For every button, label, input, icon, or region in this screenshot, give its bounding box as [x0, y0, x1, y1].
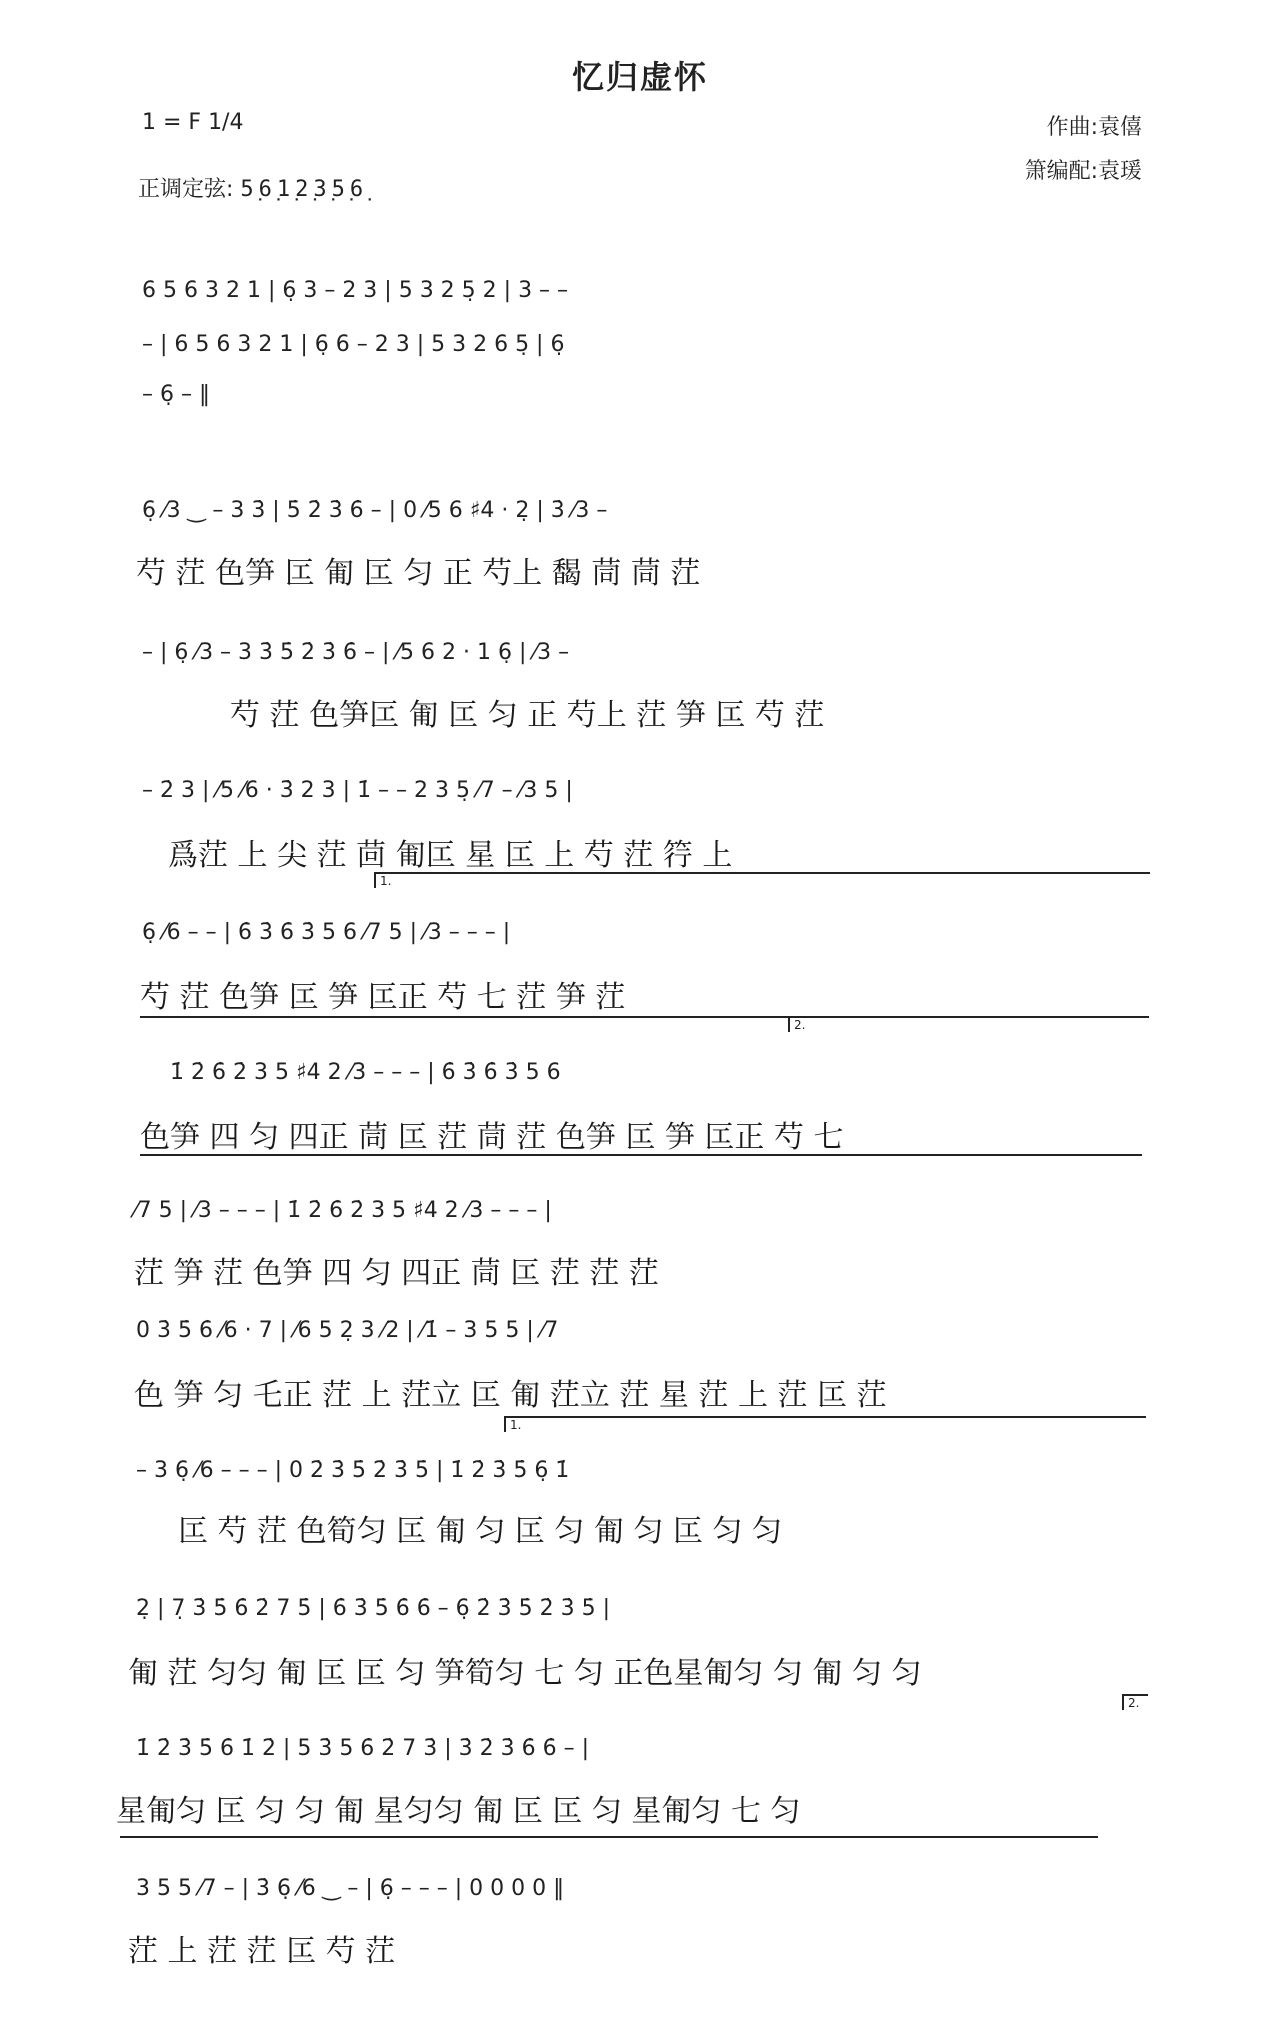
intro-line: 6 5 6 3 2 1 | 6̣ 3 – 2 3 | 5 3 2 5̣ 2 | 3 – –	[142, 278, 569, 303]
score-notes-line: 1̇ 2̇ 3̇ 5̇ 6̇ 1̇ 2̇ | 5 3̇ 5 6̇ 2̇ 7 3̇ | 3̇ 2̇ 3̇ 6̇ 6̇ – |	[136, 1736, 590, 1761]
score-notes-line: ⁄7 5 | ⁄3 – – – | 1̇ 2̇ 6̇ 2̇ 3 5 ♯4 2 ⁄3 – – – |	[134, 1198, 552, 1223]
tablature-line: 茳 上 茳 茳 匞 芍 茳	[128, 1934, 396, 1969]
composer-credit: 作曲:袁僖	[1046, 115, 1142, 140]
tuning-notes: 5̣6̣1̣2̣3̣5̣6̣	[240, 177, 369, 202]
tablature-line: 色笋 四 匀 四正 茼 匞 茳 茼 茳 色笋 匞 笋 匞正 芍 七	[140, 1120, 844, 1155]
tablature-line: 芍 茳 色笋匞 匍 匞 匀 正 芍上 茳 笋 匞 芍 茳	[230, 698, 825, 733]
repeat-line	[140, 1154, 1142, 1156]
intro-line: – 6̣ – ‖	[142, 382, 210, 407]
score-notes-line: 6̣ ⁄3 ‿ – 3 3̇ | 5̇ 2̇ 3̇ 6̇ – | 0 ⁄5 6 ♯4 · 2̣ | 3̇ ⁄3 –	[142, 498, 608, 523]
tablature-line: 星匍匀 匞 匀 匀 匍 星匀匀 匍 匞 匞 匀 星匍匀 七 匀	[116, 1794, 801, 1829]
tablature-line: 色 笋 匀 乇正 茳 上 茳立 匞 匍 茳立 茳 星 茳 上 茳 匞 茳	[134, 1378, 887, 1413]
volta-2: 2.	[788, 1016, 1149, 1032]
intro-line: – | 6 5 6 3 2 1 | 6̣ 6 – 2 3 | 5 3 2 6 5̣ | 6̣	[142, 332, 565, 357]
score-notes-line: – 3 6̣ ⁄6 – – – | 0 2̇ 3̇ 5̇ 2̇ 3̇ 5̇ | 1̇ 2̇ 3̇ 5̇ 6̣ 1̇	[136, 1458, 570, 1483]
tablature-line: 茳 笋 茳 色笋 四 匀 四正 茼 匞 茳 茳 茳	[134, 1256, 659, 1291]
score-notes-line: – | 6̣ ⁄3 – 3 3̇ 5̇ 2̇ 3̇ 6̇ – | ⁄5 6 2 · 1 6̣ | ⁄3 –	[142, 640, 570, 665]
tuning-info	[138, 172, 368, 203]
key-signature: 1 = F 1/4	[142, 110, 244, 135]
score-notes-line: – 2̇ 3 | ⁄5 ⁄6 · 3̇ 2 3 | 1̇ – – 2 3 5̣ ⁄7 – ⁄3 5 |	[142, 778, 573, 803]
tablature-line: 匞 芍 茳 色筍匀 匞 匍 匀 匞 匀 匍 匀 匞 匀 匀	[178, 1514, 782, 1549]
score-notes-line: 2̣ | 7̣ 3̇ 5̇ 6̇ 2̇ 7 5̇ | 6̇ 3̇ 5̇ 6̇ 6̇ – 6̣ 2̇ 3̇ 5̇ 2̇ 3̇ 5̇ |	[136, 1596, 611, 1621]
arranger-credit: 箫编配:袁瑗	[1024, 159, 1142, 184]
volta-1: 1.	[374, 872, 1150, 888]
score-notes-line: 3 5 5 ⁄7 – | 3̇ 6̣ ⁄6 ‿ – | 6̣ – – – | 0 0 0 0 ‖	[136, 1876, 565, 1901]
tuning-label: 正调定弦:	[138, 177, 234, 202]
volta-end-line	[120, 1836, 1098, 1838]
volta-end-line	[140, 1016, 788, 1018]
tablature-line: 匍 茳 匀匀 匍 匞 匞 匀 笋筍匀 七 匀 正色星匍匀 匀 匍 匀 匀	[128, 1656, 922, 1691]
page-title: 忆归虚怀	[571, 58, 708, 96]
volta-2: 2.	[1122, 1694, 1148, 1710]
volta-1: 1.	[504, 1416, 1146, 1432]
score-notes-line: 1̇ 2̇ 6̇ 2̇ 3 5 ♯4 2 ⁄3 – – – | 6̇ 3̇ 6̇ 3̇ 5 6	[170, 1060, 561, 1085]
score-notes-line: 6̣ ⁄6 – – | 6̇ 3̇ 6̇ 3̇ 5 6 ⁄7 5 | ⁄3 – – – |	[142, 920, 511, 945]
tablature-line: 芍 茳 色笋 匞 笋 匞正 芍 七 茳 笋 茳	[140, 980, 626, 1015]
score-notes-line: 0 3̇ 5̇ 6̇ ⁄6 · 7 | ⁄6 5 2̣ 3 ⁄2 | ⁄1̇ – 3 5 5 | ⁄7	[136, 1318, 559, 1343]
tablature-line: 爲茳 上 尖 茳 茴 匍匞 星 匞 上 芍 茳 筕 上	[168, 838, 733, 873]
tablature-line: 芍 茳 色笋 匞 匍 匞 匀 正 芍上 馤 茼 茼 茳	[136, 556, 701, 591]
